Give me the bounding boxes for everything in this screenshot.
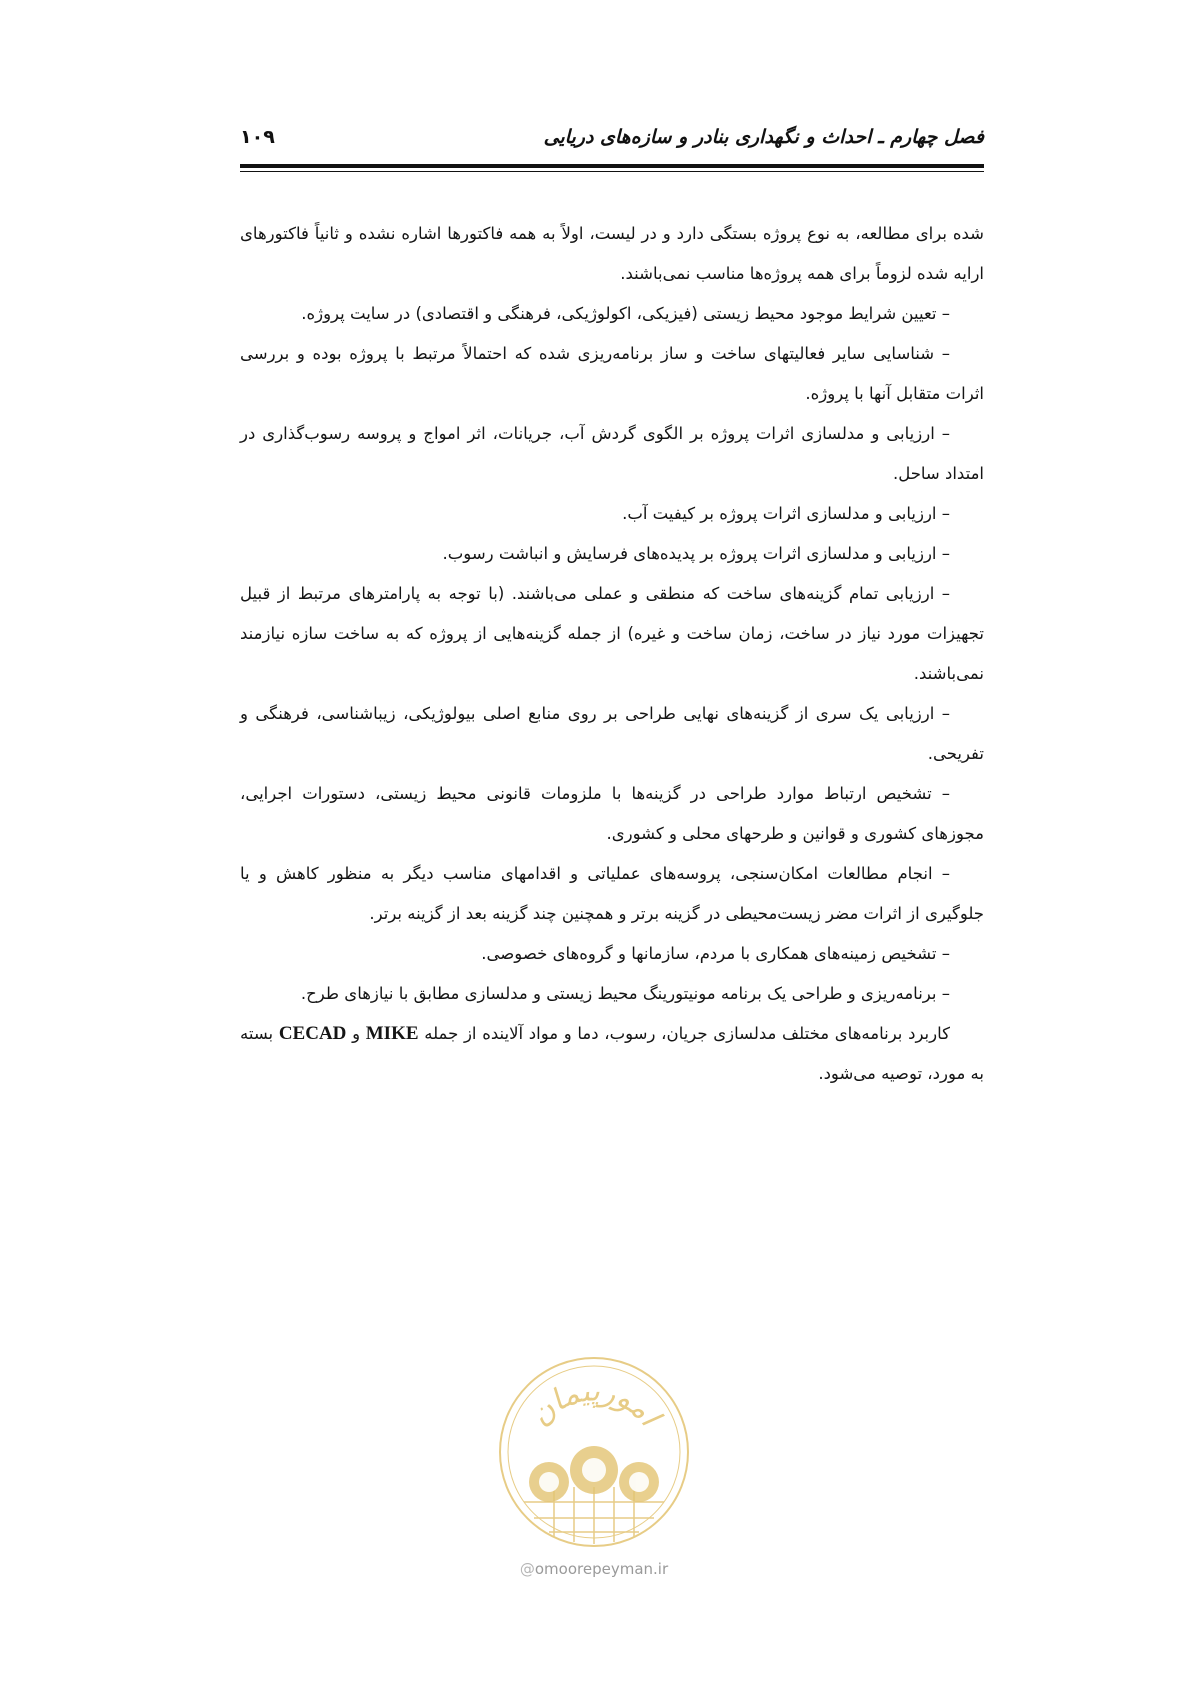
- body-text: [240, 214, 984, 1094]
- list-item: – ارزیابی تمام گزینه‌های ساخت که منطقی و عملی می‌باشند. (با توجه به پارامترهای مرتبط از قبیل تجهیزات مورد نیاز در ساخت، زمان ساخت و غیره) از جمله گزینه‌هایی از پروژه که به ساخت سازه نیازمند نمی‌باشند.: [240, 584, 984, 683]
- term-cecad: CECAD: [278, 1023, 347, 1044]
- list-item: – تعیین شرایط موجود محیط زیستی (فیزیکی، اکولوژیکی، فرهنگی و اقتصادی) در سایت پروژه.: [301, 304, 950, 323]
- closing-conjunction: و: [346, 1024, 366, 1043]
- closing-paragraph: [240, 1014, 984, 1094]
- header-rule-thin: [240, 171, 984, 172]
- header-rule-thick: [240, 164, 984, 168]
- list-item: – تشخیص زمینه‌های همکاری با مردم، سازمانها و گروه‌های خصوصی.: [481, 944, 950, 963]
- list-item: – انجام مطالعات امکان‌سنجی، پروسه‌های عملیاتی و اقدامهای مناسب دیگر به منظور کاهش و یا جلوگیری از اثرات مضر زیست‌محیطی در گزینه برتر و همچنین چند گزینه بعد از گزینه برتر.: [240, 864, 984, 923]
- page-number: ۱۰۹: [240, 126, 275, 148]
- at-icon: @: [519, 1560, 535, 1578]
- chapter-title: فصل چهارم ـ احداث و نگهداری بنادر و سازه‌های دریایی: [543, 126, 984, 148]
- paragraph-intro: شده برای مطالعه، به نوع پروژه بستگی دارد و در لیست، اولاً به همه فاکتورها اشاره نشده و ثانیاً فاکتورهای ارایه شده لزوماً برای همه پروژه‌ها مناسب نمی‌باشند.: [240, 224, 984, 283]
- list-item: – تشخیص ارتباط موارد طراحی در گزینه‌ها با ملزومات قانونی محیط زیستی، دستورات اجرایی، مجوزهای کشوری و قوانین و طرحهای محلی و کشوری.: [240, 784, 984, 843]
- list-item: – ارزیابی و مدلسازی اثرات پروژه بر پدیده‌های فرسایش و انباشت رسوب.: [442, 544, 950, 563]
- watermark-logo-text: امورپیمان: [522, 1373, 667, 1433]
- watermark-url: [494, 1560, 694, 1578]
- list-item: – ارزیابی یک سری از گزینه‌های نهایی طراحی بر روی منابع اصلی بیولوژیکی، زیباشناسی، فرهنگی و تفریحی.: [240, 704, 984, 763]
- term-mike: MIKE: [365, 1023, 419, 1044]
- list-item: – ارزیابی و مدلسازی اثرات پروژه بر کیفیت آب.: [622, 504, 950, 523]
- watermark-logo: [494, 1352, 694, 1552]
- watermark-url-text: omoorepeyman.ir: [534, 1560, 669, 1578]
- list-item: – شناسایی سایر فعالیتهای ساخت و ساز برنامه‌ریزی شده که احتمالاً مرتبط با پروژه بوده و بررسی اثرات متقابل آنها با پروژه.: [240, 344, 984, 403]
- list-item: – برنامه‌ریزی و طراحی یک برنامه مونیتورینگ محیط زیستی و مدلسازی مطابق با نیازهای طرح.: [300, 984, 950, 1003]
- closing-text-2: بسته به مورد، توصیه می‌شود.: [240, 1024, 984, 1083]
- list-item: – ارزیابی و مدلسازی اثرات پروژه بر الگوی گردش آب، جریانات، اثر امواج و پروسه رسوب‌گذاری در امتداد ساحل.: [240, 424, 984, 483]
- closing-text-1: کاربرد برنامه‌های مختلف مدلسازی جریان، رسوب، دما و مواد آلاینده از جمله: [418, 1024, 950, 1043]
- page-header: [240, 126, 984, 156]
